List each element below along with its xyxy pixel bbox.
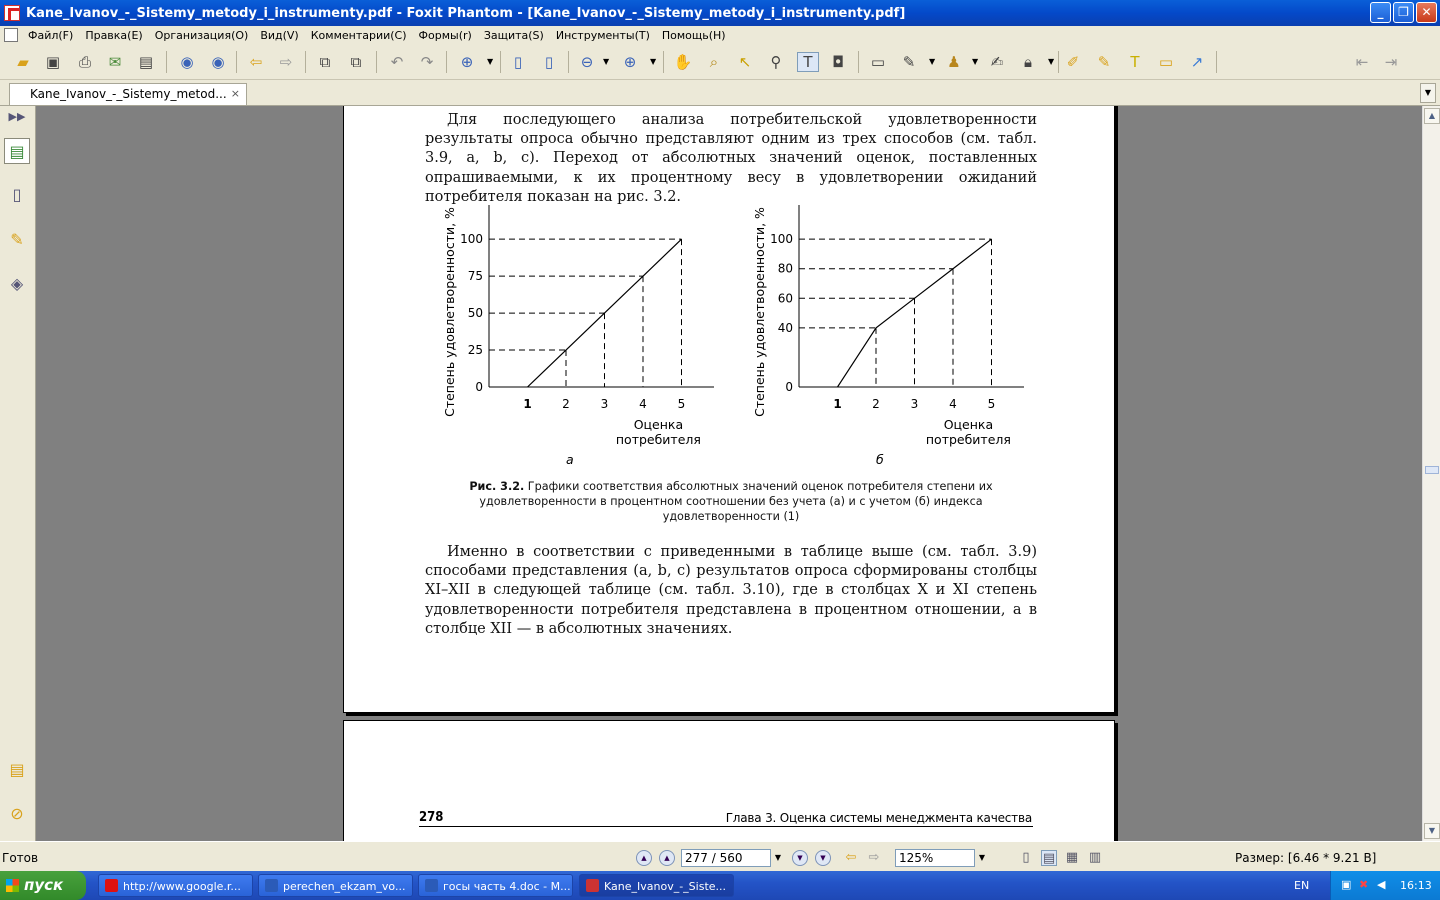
prev-page-icon[interactable]: ◉	[180, 53, 194, 71]
task-foxit[interactable]	[579, 874, 734, 897]
zoom-out-dropdown-arrow[interactable]: ▼	[603, 57, 610, 66]
back-icon[interactable]: ⇦	[249, 53, 263, 71]
document-icon[interactable]	[4, 28, 18, 42]
x-axis-label-line1: Оценка	[633, 417, 684, 432]
next-page-status-icon[interactable]: ▼	[792, 850, 808, 866]
facing-page-icon[interactable]: ▯	[544, 53, 554, 71]
select-arrow-icon[interactable]: ↖	[738, 53, 752, 71]
zoom-out-circle-icon[interactable]: ⊖	[580, 53, 594, 71]
pencil-icon[interactable]: ✎	[902, 53, 916, 71]
x-tick-label: 3	[600, 397, 609, 411]
layers-icon[interactable]: ◈	[10, 273, 24, 293]
menu-view[interactable]: Вид(V)	[260, 28, 299, 42]
find-binoculars-icon[interactable]: ⚲	[770, 53, 782, 71]
tab-close-icon[interactable]: ×	[230, 87, 240, 100]
document-tab-label: Kane_Ivanov_-_Sistemy_metod...	[30, 87, 227, 101]
menu-forms[interactable]: Формы(r)	[418, 28, 472, 42]
pages-icon[interactable]: ▯	[12, 184, 22, 204]
lock-icon[interactable]: 🔒︎	[1024, 53, 1032, 71]
y-axis-label: Степень удовлетворенности, %	[442, 207, 457, 417]
zoom-dropdown-arrow[interactable]: ▼	[487, 57, 494, 66]
chart-a	[439, 202, 739, 482]
chart-sublabel: б	[875, 452, 884, 467]
page-dropdown-arrow[interactable]: ▼	[774, 853, 782, 862]
minimize-button[interactable]: _	[1370, 2, 1391, 23]
network-icon[interactable]: ▣	[1341, 878, 1352, 891]
navigation-panel	[0, 106, 36, 841]
lock-dropdown-arrow[interactable]: ▼	[1048, 57, 1055, 66]
comment-icon[interactable]: ▭	[1158, 53, 1174, 71]
y-tick-label: 60	[777, 291, 793, 306]
clock: 16:13	[1400, 879, 1432, 892]
system-tray	[1330, 871, 1440, 900]
language-indicator[interactable]: EN	[1294, 879, 1310, 892]
scan-icon[interactable]: ▤	[138, 53, 154, 71]
rectangle-icon[interactable]: ▭	[870, 53, 886, 71]
pdf-page-278	[343, 720, 1115, 841]
last-page-icon[interactable]: ▼	[815, 850, 831, 866]
snapshot-icon[interactable]: ◘	[832, 53, 844, 71]
highlight-icon[interactable]: ✐	[1066, 53, 1080, 71]
status-text: Готов	[2, 851, 39, 865]
x-tick-label: 4	[639, 397, 647, 411]
x-tick-label: 2	[562, 397, 570, 411]
x-tick-label: 1	[523, 397, 532, 411]
insert-pages-icon[interactable]: ⧉	[350, 53, 362, 71]
chapter-header: Глава 3. Оценка системы менеджмента качества	[725, 811, 1032, 825]
save-icon[interactable]: ▣	[45, 53, 61, 71]
menu-file[interactable]: Файл(F)	[28, 28, 74, 42]
arrow-tool-icon[interactable]: ↗	[1190, 53, 1204, 71]
note-edit-icon[interactable]: ✎	[1097, 53, 1111, 71]
y-tick-label: 25	[467, 343, 483, 358]
y-tick-label: 50	[467, 306, 483, 321]
zoom-in-dropdown-arrow[interactable]: ▼	[650, 57, 657, 66]
expand-panel-icon[interactable]: ▶▶	[8, 109, 26, 123]
text-box-icon[interactable]: T	[1130, 53, 1140, 71]
menu-tools[interactable]: Инструменты(T)	[555, 28, 650, 42]
menu-bar	[0, 26, 1440, 44]
zoom-field[interactable]: 125%	[895, 849, 975, 867]
header-rule	[419, 826, 1033, 827]
y-tick-label: 40	[777, 320, 793, 335]
annotations-icon[interactable]: ✎	[10, 229, 24, 249]
scroll-up-button[interactable]: ▲	[1424, 108, 1440, 124]
y-tick-label: 75	[467, 269, 483, 284]
next-page-icon[interactable]: ◉	[211, 53, 225, 71]
print-icon[interactable]: ⎙	[78, 53, 91, 71]
zoom-in-circle-icon[interactable]: ⊕	[623, 53, 637, 71]
page-number-field[interactable]: 277 / 560	[681, 849, 771, 867]
task-word-gosy[interactable]	[418, 874, 573, 897]
first-page-icon[interactable]: ▲	[636, 850, 652, 866]
bookmarks-icon[interactable]: ▤	[4, 138, 30, 164]
y-tick-label: 100	[770, 232, 793, 247]
hand-tool-icon[interactable]: ✋	[673, 53, 693, 71]
attachments-icon[interactable]: ⊘	[10, 803, 24, 823]
comments-panel-icon[interactable]: ▤	[9, 759, 25, 779]
chart-b	[749, 202, 1049, 482]
stamp-icon[interactable]: ♟	[947, 53, 961, 71]
foxit-app-icon[interactable]	[4, 5, 20, 21]
zoom-field-dropdown-arrow[interactable]: ▼	[978, 853, 986, 862]
window-title: Kane_Ivanov_-_Sistemy_metody_i_instrumenty.pdf - Foxit Phantom - [Kane_Ivanov_-_Sistemy_metody_i_instrumenty.pdf]	[26, 5, 906, 21]
paragraph-method: Именно в соответствии с приведенными в таблице выше (см. табл. 3.9) способами представления (a, b, c) результатов опроса сформированы столбцы XI–XII в следующей таблице (см. табл. 3.10), где в столбцах X и XI степень удовлетворенности потребителя представлена в процентном отношении, а в столбце XII — в абсолютных значениях.	[425, 544, 1037, 637]
redo-icon[interactable]: ↷	[420, 53, 434, 71]
page-number: 278	[419, 810, 444, 825]
extract-pages-icon[interactable]: ⧉	[319, 53, 331, 71]
x-tick-label: 5	[987, 397, 996, 411]
y-tick-label: 0	[475, 380, 483, 394]
paragraph-intro: Для последующего анализа потребительской удовлетворенности результаты опроса обычно представляют одним из трех способов (см. табл. 3.9, a, b, c). Переход от абсолютных значений оценок, поставленных опрашиваемыми, к их процентному весу в удовлетворении ожиданий потребителя показан на рис. 3.2.	[425, 112, 1037, 205]
caption-text: Графики соответствия абсолютных значений оценок потребителя степени их удовлетворенности в процентном соотношении без учета (а) и с учетом (б) индекса удовлетворенности (1)	[479, 480, 993, 523]
caption-label: Рис. 3.2.	[469, 480, 525, 493]
figure-caption	[440, 479, 1022, 524]
x-tick-label: 2	[872, 397, 880, 411]
task-label: госы часть 4.doc - M...	[443, 880, 571, 893]
y-tick-label: 0	[785, 380, 793, 394]
close-button[interactable]: ✕	[1416, 2, 1437, 23]
x-axis-label-line2: потребителя	[925, 432, 1011, 447]
y-tick-label: 100	[460, 232, 483, 247]
menu-protect[interactable]: Защита(S)	[483, 28, 544, 42]
loupe-icon[interactable]: ⌕	[709, 53, 719, 71]
volume-icon[interactable]: ◀	[1377, 878, 1386, 891]
x-tick-label: 3	[910, 397, 919, 411]
restore-button[interactable]: ❐	[1393, 2, 1414, 23]
next-view-icon[interactable]: ⇨	[868, 850, 880, 865]
open-icon[interactable]: ▰	[17, 53, 29, 71]
text-select-icon[interactable]: T	[797, 52, 819, 72]
y-tick-label: 80	[777, 261, 793, 276]
menu-comments[interactable]: Комментарии(C)	[310, 28, 407, 42]
foxit-icon	[586, 879, 599, 892]
task-label: http://www.google.r...	[123, 880, 241, 893]
previous-view-icon[interactable]: ⇦	[845, 850, 857, 865]
task-word-perechen[interactable]	[258, 874, 413, 897]
start-button[interactable]: пуск	[0, 871, 86, 900]
pencil-dropdown-arrow[interactable]: ▼	[929, 57, 936, 66]
page-size-text: Размер: [6.46 * 9.21 В]	[1235, 851, 1377, 865]
title-bar	[0, 0, 1440, 26]
x-tick-label: 5	[677, 397, 686, 411]
task-opera[interactable]	[98, 874, 253, 897]
x-tick-label: 1	[833, 397, 842, 411]
status-bar	[0, 841, 1440, 871]
task-label: perechen_ekzam_vo...	[283, 880, 406, 893]
undo-icon[interactable]: ↶	[390, 53, 404, 71]
sign-icon[interactable]: ✍	[990, 53, 1004, 71]
menu-organize[interactable]: Организация(O)	[154, 28, 249, 42]
continuous-facing-view-icon[interactable]: ▥	[1088, 850, 1102, 865]
email-icon[interactable]: ✉	[108, 53, 122, 71]
security-alert-icon[interactable]: ✖	[1359, 878, 1369, 891]
stamp-dropdown-arrow[interactable]: ▼	[972, 57, 979, 66]
word-icon	[425, 879, 438, 892]
continuous-view-icon[interactable]: ▤	[1042, 851, 1056, 866]
zoom-in-icon[interactable]: ⊕	[460, 53, 474, 71]
menu-help[interactable]: Помощь(H)	[661, 28, 726, 42]
toolbar	[0, 44, 1440, 80]
vertical-scrollbar[interactable]	[1422, 106, 1440, 841]
chart-sublabel: а	[566, 452, 574, 467]
document-tab-bar	[0, 80, 1440, 106]
tab-list-dropdown[interactable]: ▼	[1420, 83, 1436, 103]
menu-edit[interactable]: Правка(E)	[85, 28, 143, 42]
facing-view-icon[interactable]: ▦	[1065, 850, 1079, 865]
windows-taskbar	[0, 871, 1440, 900]
pdf-page-277	[343, 106, 1115, 713]
scroll-down-button[interactable]: ▼	[1424, 823, 1440, 839]
y-axis-label: Степень удовлетворенности, %	[752, 207, 767, 417]
opera-icon	[105, 879, 118, 892]
next-result-icon[interactable]: ⇥	[1384, 53, 1398, 71]
single-page-view-icon[interactable]: ▯	[1022, 850, 1030, 865]
x-axis-label-line2: потребителя	[615, 432, 701, 447]
document-tab[interactable]	[9, 83, 247, 105]
prev-result-icon[interactable]: ⇤	[1355, 53, 1369, 71]
x-axis-label-line1: Оценка	[943, 417, 994, 432]
forward-icon[interactable]: ⇨	[279, 53, 293, 71]
document-viewport[interactable]	[36, 106, 1422, 841]
scroll-thumb[interactable]	[1425, 466, 1439, 474]
word-icon	[265, 879, 278, 892]
single-page-icon[interactable]: ▯	[513, 53, 523, 71]
task-label: Kane_Ivanov_-_Siste...	[604, 880, 727, 893]
prev-page-status-icon[interactable]: ▲	[659, 850, 675, 866]
x-tick-label: 4	[949, 397, 957, 411]
